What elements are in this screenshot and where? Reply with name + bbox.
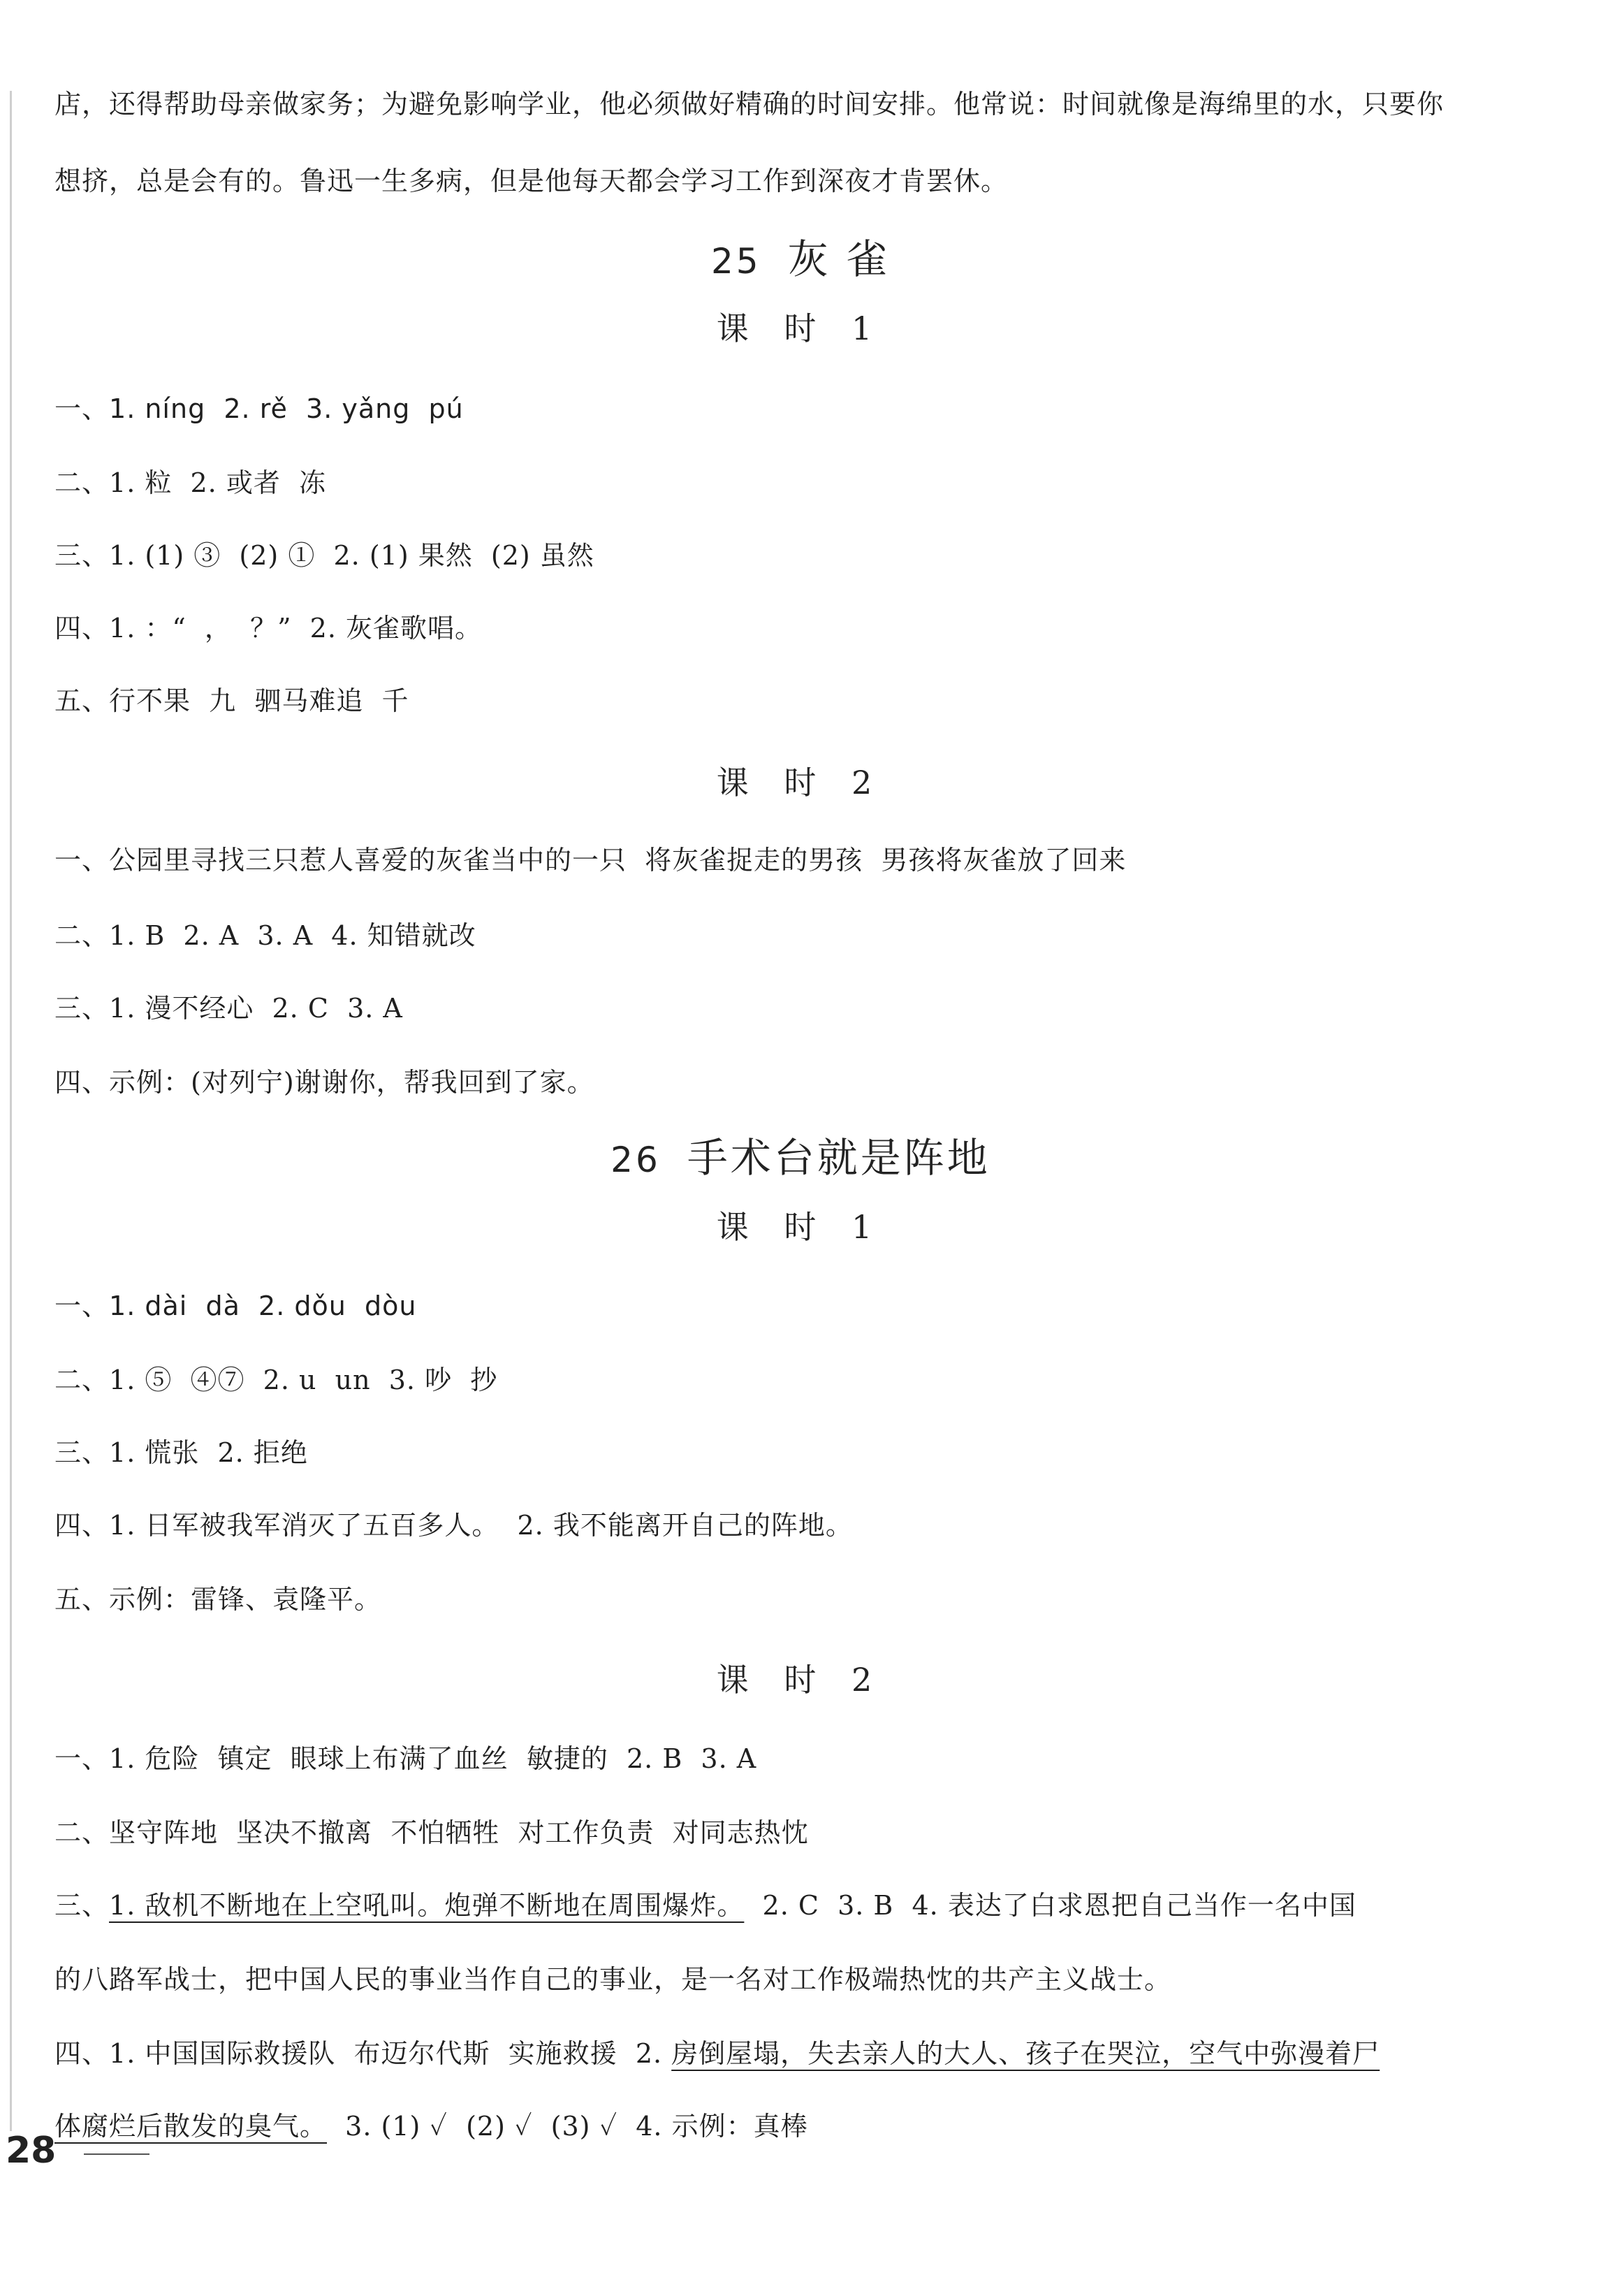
l26-p1-q5 bbox=[54, 1581, 381, 1618]
question-label: 一、 bbox=[54, 845, 110, 875]
answer-text: 1. 中国国际救援队 布迈尔代斯 实施救援 2. bbox=[109, 2038, 672, 2069]
underlined-answer: 体腐烂后散发的臭气。 bbox=[54, 2111, 328, 2142]
question-label: 二、 bbox=[54, 1365, 110, 1395]
answer-text: 公园里寻找三只惹人喜爱的灰雀当中的一只 将灰雀捉走的男孩 男孩将灰雀放了回来 bbox=[109, 845, 1127, 875]
answer-text: 1. ：“ ， ？” 2. 灰雀歌唱。 bbox=[109, 613, 483, 644]
l25-p1-q1 bbox=[54, 390, 464, 428]
l25-p2-q4 bbox=[54, 1063, 594, 1101]
l26-p2-q4 bbox=[54, 2035, 1380, 2072]
question-label: 一、 bbox=[54, 393, 110, 424]
l25-p2-q1 bbox=[54, 841, 1126, 879]
lesson-title: 灰 雀 bbox=[787, 235, 891, 283]
l26-p1-q1 bbox=[54, 1287, 416, 1325]
l25-p1-q5 bbox=[54, 682, 409, 720]
margin-rule bbox=[10, 91, 12, 2131]
question-label: 四、 bbox=[54, 613, 110, 644]
answer-text: 1. dài dà 2. dǒu dòu bbox=[109, 1291, 417, 1321]
lesson-number: 25 bbox=[710, 241, 761, 282]
intro-line-1: 店，还得帮助母亲做家务；为避免影响学业，他必须做好精确的时间安排。他常说：时间就像是海绵里的水，只要你 bbox=[54, 89, 1445, 119]
l25-p1-q2 bbox=[54, 464, 326, 502]
lesson-number: 26 bbox=[611, 1140, 661, 1180]
question-label: 四、 bbox=[54, 2038, 110, 2069]
answer-text: 坚守阵地 坚决不撤离 不怕牺牲 对工作负责 对同志热忱 bbox=[109, 1817, 809, 1848]
answer-text: 3. (1) ✓ (2) ✓ (3) ✓ 4. 示例：真棒 bbox=[327, 2111, 808, 2142]
answer-text: 1. B 2. A 3. A 4. 知错就改 bbox=[109, 920, 476, 951]
answer-text: 1. 漫不经心 2. C 3. A bbox=[109, 993, 403, 1024]
question-label: 三、 bbox=[54, 1890, 110, 1921]
lesson-26-part-2-heading: 课 时 2 bbox=[716, 1661, 885, 1699]
question-label: 五、 bbox=[54, 1584, 110, 1615]
answer-text: 示例：雷锋、袁隆平。 bbox=[109, 1584, 382, 1615]
answer-text: 1. 粒 2. 或者 冻 bbox=[109, 467, 327, 498]
answer-text: 1. ⑤ ④⑦ 2. u un 3. 吵 抄 bbox=[109, 1365, 498, 1395]
question-label: 三、 bbox=[54, 540, 110, 571]
question-label: 一、 bbox=[54, 1291, 110, 1321]
lesson-25-title bbox=[0, 235, 1601, 286]
question-label: 二、 bbox=[54, 467, 110, 498]
question-label: 二、 bbox=[54, 1817, 110, 1848]
l25-p1-q4 bbox=[54, 609, 482, 647]
answer-text: 2. C 3. B 4. 表达了白求恩把自己当作一名中国 bbox=[744, 1890, 1357, 1921]
answer-text: 示例：(对列宁)谢谢你，帮我回到了家。 bbox=[109, 1067, 594, 1098]
answer-text: 1. 危险 镇定 眼球上布满了血丝 敏捷的 2. B 3. A bbox=[109, 1743, 757, 1774]
question-label: 五、 bbox=[54, 685, 110, 716]
answer-text: 行不果 九 驷马难追 千 bbox=[109, 685, 409, 716]
answer-text: 1. 日军被我军消灭了五百多人。 2. 我不能离开自己的阵地。 bbox=[109, 1510, 853, 1541]
l26-p2-q2 bbox=[54, 1814, 809, 1852]
question-label: 四、 bbox=[54, 1067, 110, 1098]
answer-text: 1. (1) ③ (2) ① 2. (1) 果然 (2) 虽然 bbox=[109, 540, 594, 571]
l25-p2-q3 bbox=[54, 989, 403, 1027]
lesson-25-part-1-heading: 课 时 1 bbox=[716, 310, 885, 347]
intro-line-2: 想挤，总是会有的。鲁迅一生多病，但是他每天都会学习工作到深夜才肯罢休。 bbox=[54, 166, 1009, 196]
l26-p1-q2 bbox=[54, 1361, 497, 1399]
l26-p2-q1 bbox=[54, 1740, 756, 1778]
l26-p1-q3 bbox=[54, 1434, 308, 1472]
l26-p2-q3 bbox=[54, 1887, 1357, 1924]
question-label: 三、 bbox=[54, 1437, 110, 1468]
l26-p2-q3-cont: 的八路军战士，把中国人民的事业当作自己的事业，是一名对工作极端热忱的共产主义战士。 bbox=[54, 1964, 1172, 1995]
l25-p1-q3 bbox=[54, 537, 594, 574]
answer-text: 1. 慌张 2. 拒绝 bbox=[109, 1437, 308, 1468]
question-label: 二、 bbox=[54, 920, 110, 951]
lesson-26-title bbox=[0, 1133, 1601, 1184]
lesson-title: 手术台就是阵地 bbox=[687, 1134, 990, 1182]
l25-p2-q2 bbox=[54, 917, 476, 954]
question-label: 三、 bbox=[54, 993, 110, 1024]
answer-text: 1. níng 2. rě 3. yǎng pú bbox=[109, 393, 464, 424]
page-number-dash bbox=[84, 2153, 149, 2155]
question-label: 四、 bbox=[54, 1510, 110, 1541]
underlined-answer: 房倒屋塌，失去亲人的大人、孩子在哭泣，空气中弥漫着尸 bbox=[671, 2038, 1380, 2069]
lesson-25-part-2-heading: 课 时 2 bbox=[716, 764, 885, 801]
l26-p2-q4-cont bbox=[54, 2107, 808, 2145]
lesson-26-part-1-heading: 课 时 1 bbox=[716, 1208, 885, 1246]
page-number: 28 bbox=[6, 2130, 57, 2172]
question-label: 一、 bbox=[54, 1743, 110, 1774]
underlined-answer: 1. 敌机不断地在上空吼叫。炮弹不断地在周围爆炸。 bbox=[109, 1890, 745, 1921]
l26-p1-q4 bbox=[54, 1506, 853, 1544]
